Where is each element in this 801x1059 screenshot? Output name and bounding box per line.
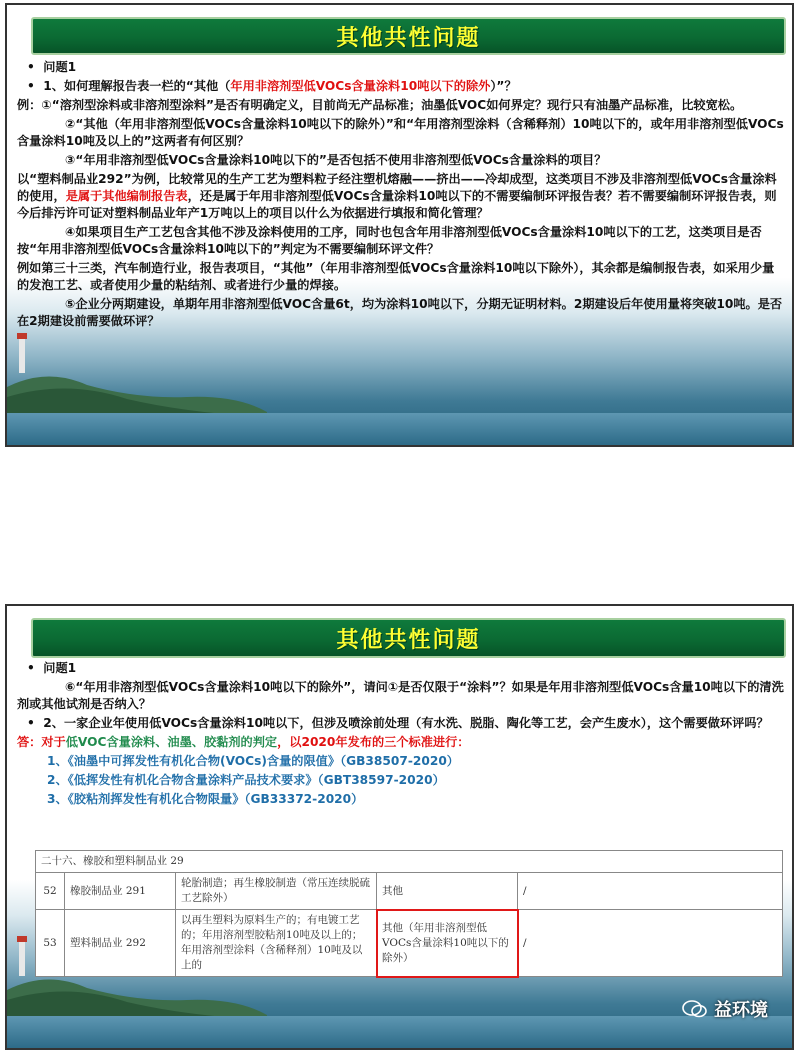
bullet-icon: • [27, 661, 44, 675]
text-run: 2、一家企业年使用低VOCs含量涂料10吨以下，但涉及喷涂前处理（有水洗、脱脂、陶化等工艺，会产生废水），这个需要做环评吗？ [43, 716, 769, 730]
table-cell-registration: / [518, 873, 783, 910]
paragraph [17, 660, 784, 677]
answer-lead [17, 734, 784, 751]
standard-item: 2、《低挥发性有机化合物含量涂料产品技术要求》（GBT38597-2020） [47, 773, 445, 787]
text-run: ⑥“年用非溶剂型低VOCs含量涂料10吨以下的除外”，请问①是否仅限于“涂料”？如果是年用非溶剂型低VOCs含量10吨以下的清洗剂或其他试剂是否纳入？ [17, 680, 784, 711]
table-cell-report-book: 以再生塑料为原料生产的；有电镀工艺的；年用溶剂型胶粘剂10吨及以上的；年用溶剂型涂料（含稀释剂）10吨及以上的 [176, 910, 377, 977]
text-run: 1、如何理解报告表一栏的“其他（ [43, 79, 231, 93]
answer-text: 低VOC含量涂料、油墨、胶黏剂的判定 [65, 735, 278, 749]
slide-title-bar [31, 17, 786, 55]
text-run: 例如第三十三类，汽车制造行业，报告表项目，“其他”（年用非溶剂型低VOCs含量涂料10吨以下除外），其余都是编制报告表，如采用少量的发泡工艺、或者使用少量的粘结剂、或者进行少量的焊接。 [17, 261, 775, 292]
wechat-icon [682, 999, 708, 1019]
highlight-text: 是属于其他编制报告表 [65, 189, 188, 203]
paragraph [17, 224, 784, 258]
text-run: 以“塑料制品业292”为例，比较常见的生产工艺为塑料粒子经注塑机熔融——挤出——冷却成型，这类项目不涉及非溶剂型低VOCs含量涂料的使用， [17, 172, 777, 203]
bullet-icon: • [27, 716, 44, 730]
paragraph [17, 78, 784, 95]
paragraph [17, 715, 784, 732]
standard-item: 1、《油墨中可挥发性有机化合物(VOCs)含量的限值》（GB38507-2020） [47, 754, 459, 768]
text-run: ，还是属于年用非溶剂型低VOCs含量涂料10吨以下的不需要编制环评报告表？若不需要编制环评报告表，则今后排污许可证对塑料制品业年产1万吨以上的项目以什么为依据进行填报和简化管理？ [17, 189, 777, 220]
slide-title-bar [31, 618, 786, 658]
table-header: 二十六、橡胶和塑料制品业 29 [36, 851, 783, 873]
paragraph [17, 152, 784, 169]
table-header-row [36, 851, 783, 873]
slide-2 [5, 604, 794, 1050]
slide-title: 其他共性问题 [336, 627, 481, 653]
paragraph [17, 260, 784, 294]
table-cell-no: 52 [36, 873, 65, 910]
slide-2-content [17, 660, 784, 810]
text-run: 问题1 [43, 661, 77, 675]
paragraph [17, 171, 784, 222]
bullet-icon: • [27, 79, 44, 93]
table-row [36, 910, 783, 977]
table-row [36, 873, 783, 910]
industry-table [35, 850, 783, 977]
paragraph [17, 59, 784, 76]
sea-wave [7, 1016, 792, 1048]
bullet-icon: • [27, 60, 44, 74]
text-run: 问题1 [43, 60, 77, 74]
paragraph [17, 116, 784, 150]
paragraph [17, 97, 784, 114]
standard-item: 3、《胶粘剂挥发性有机化合物限量》（GB33372-2020） [47, 792, 364, 806]
watermark [682, 996, 768, 1022]
text-run: ④如果项目生产工艺包含其他不涉及涂料使用的工序，同时也包含年用非溶剂型低VOCs含量涂料10吨以下的工艺，这类项目是否按“年用非溶剂型低VOCs含量涂料10吨以下的”判定为不需要编制环评文件？ [17, 225, 762, 256]
highlight-text: 年用非溶剂型低VOCs含量涂料10吨以下的除外 [230, 79, 491, 93]
table-cell-report-book: 轮胎制造；再生橡胶制造（常压连续脱硫工艺除外） [176, 873, 377, 910]
text-run: ②“其他（年用非溶剂型低VOCs含量涂料10吨以下的除外）”和“年用溶剂型涂料（含稀释剂）10吨以下的，或年用非溶剂型低VOCs含量涂料10吨及以上的”这两者有何区别？ [17, 117, 784, 148]
table-cell-registration: / [518, 910, 783, 977]
table-cell-name: 橡胶制品业 291 [65, 873, 176, 910]
slide-1-content [17, 59, 784, 332]
text-run: ③“年用非溶剂型低VOCs含量涂料10吨以下的”是否包括不使用非溶剂型低VOCs含量涂料的项目？ [65, 153, 607, 167]
text-run: ⑤企业分两期建设，单期年用非溶剂型低VOC含量6t，均为涂料10吨以下，分期无证明材料。2期建设后年使用量将突破10吨。是否在2期建设前需要做环评？ [17, 297, 783, 328]
paragraph [17, 296, 784, 330]
island-decoration-icon [7, 317, 267, 427]
watermark-text: 益环境 [714, 1000, 768, 1021]
slide-1 [5, 3, 794, 447]
paragraph [17, 679, 784, 713]
table-cell-no: 53 [36, 910, 65, 977]
text-run: 例：①“溶剂型涂料或非溶剂型涂料”是否有明确定义，目前尚无产品标准；油墨低VOC如何界定？现行只有油墨产品标准，比较宽松。 [17, 98, 743, 112]
table-cell-report-form: 其他 [377, 873, 518, 910]
answer-text: 答：对于 [17, 735, 66, 749]
table-cell-report-form-highlighted: 其他（年用非溶剂型低VOCs含量涂料10吨以下的除外） [377, 910, 518, 977]
sea-wave [7, 413, 792, 445]
answer-text: ，以2020年发布的三个标准进行： [277, 735, 470, 749]
slide-title: 其他共性问题 [336, 25, 481, 51]
text-run: ）”？ [490, 79, 517, 93]
table-cell-name: 塑料制品业 292 [65, 910, 176, 977]
